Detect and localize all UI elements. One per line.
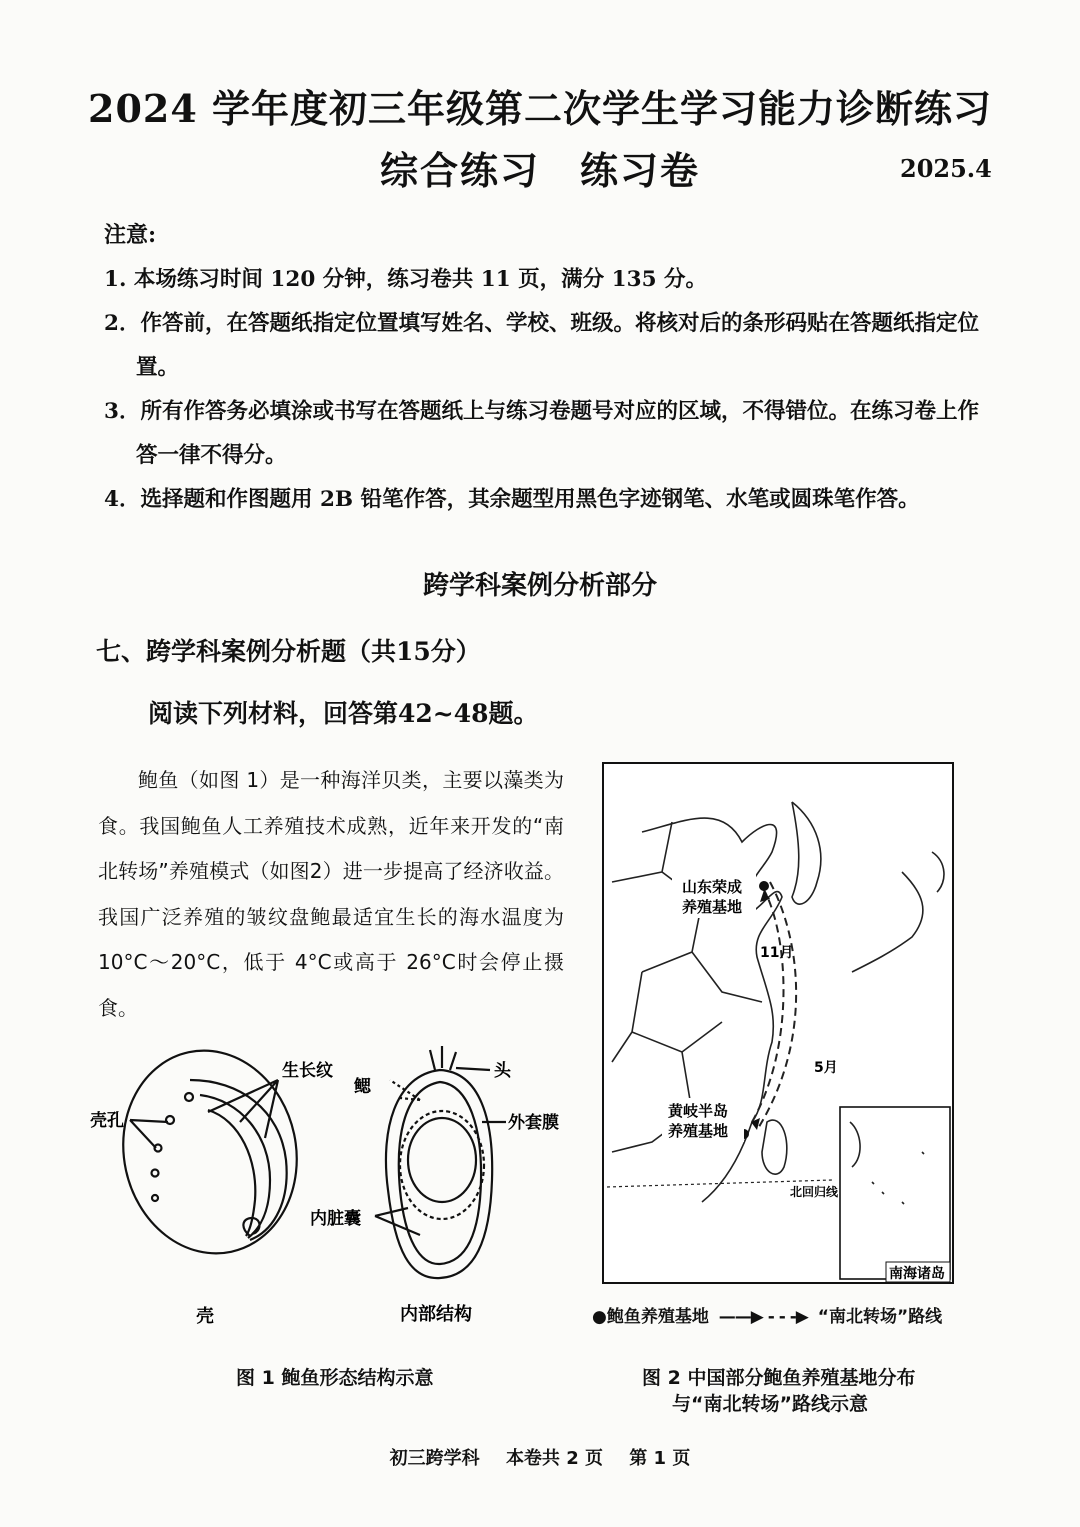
section-title: 跨学科案例分析部分 (422, 571, 657, 601)
exam-subtitle: 综合练习 练习卷 (379, 148, 700, 193)
visceral-mass (408, 1118, 476, 1202)
legend-base: ●鲍鱼养殖基地 (592, 1307, 709, 1327)
china-map-figure (602, 762, 954, 1284)
label-may: 5月 (814, 1060, 838, 1076)
legend-route-arrow-icon: ——▶ - - -▶ (718, 1307, 808, 1327)
figure1-caption: 图 1 鲍鱼形态结构示意 (236, 1367, 434, 1389)
material-paragraph: 鲍鱼（如图 1）是一种海洋贝类，主要以藻类为食。我国鲍鱼人工养殖技术成熟，近年来开发的“南北转场”养殖模式（如图2）进一步提高了经济收益。我国广泛养殖的皱纹盘鲍最适宜生长的海水温度为 10°C～20°C，低于 4°C或高于 26°C时会停止摄食。 (98, 768, 564, 1020)
shell-hole (185, 1093, 193, 1101)
footer-page: 第 1 页 (629, 1448, 691, 1469)
shell-hole (152, 1195, 158, 1201)
label-nov: 11月 (760, 945, 794, 961)
label-tropic: 北回归线 (790, 1185, 839, 1199)
base-dot-north (759, 881, 769, 891)
label-inset: 南海诸岛 (889, 1266, 945, 1282)
label-shell-holes: 壳孔 (90, 1111, 124, 1131)
head-tentacles (430, 1046, 456, 1070)
notice-item-4: 4．选择题和作图题用 2B 铅笔作答，其余题型用黑色字迹钢笔、水笔或圆珠笔作答。 (104, 487, 920, 512)
label-shell: 壳 (196, 1306, 214, 1327)
figure2-caption-1: 图 2 中国部分鲍鱼养殖基地分布 (642, 1367, 916, 1389)
notice-item-2: 2．作答前，在答题纸指定位置填写姓名、学校、班级。将核对后的条形码贴在答题纸指定位 (104, 311, 979, 336)
notice-list (104, 258, 994, 522)
notice-item-3: 3．所有作答务必填涂或书写在答题纸上与练习卷题号对应的区域，不得错位。在练习卷上作 (104, 399, 979, 424)
notice-item-1: 1. 本场练习时间 120 分钟，练习卷共 11 页，满分 135 分。 (104, 267, 708, 292)
growth-line-2 (200, 1095, 270, 1238)
shell-hole (152, 1170, 159, 1177)
legend-route: “南北转场”路线 (817, 1307, 943, 1327)
mantle-outline (399, 1082, 481, 1264)
south-sea-inset (840, 1107, 950, 1279)
figure2-caption-2: 与“南北转场”路线示意 (672, 1393, 868, 1415)
abalone-figure (90, 1040, 590, 1340)
growth-line-3 (208, 1110, 255, 1236)
notice-item-2-cont: 置。 (136, 355, 180, 380)
label-north-base-2: 养殖基地 (682, 898, 743, 916)
notice-item-3-cont: 答一律不得分。 (136, 443, 287, 468)
label-visceral-mass: 内脏囊 (310, 1209, 361, 1229)
footer-pages: 本卷共 2 页 (505, 1448, 603, 1469)
label-mantle: 外套膜 (508, 1113, 559, 1133)
label-head: 头 (494, 1061, 511, 1081)
map-legend (592, 1302, 992, 1327)
notice-heading: 注意: (104, 222, 157, 248)
exam-date: 2025.4 (900, 154, 992, 183)
exam-title: 2024 学年度初三年级第二次学生学习能力诊断练习 (88, 86, 992, 131)
footer-subject: 初三跨学科 (389, 1448, 480, 1469)
question-heading: 七、跨学科案例分析题（共15分） (96, 637, 481, 666)
label-growth-lines: 生长纹 (282, 1061, 333, 1081)
body-outline (386, 1070, 492, 1278)
label-internal: 内部结构 (400, 1304, 472, 1325)
question-instruction: 阅读下列材料，回答第42~48题。 (148, 699, 539, 728)
label-gill: 鳃 (354, 1077, 371, 1097)
label-south-base-2: 养殖基地 (668, 1122, 729, 1140)
page-footer (0, 1444, 1080, 1470)
label-north-base-1: 山东荣成 (682, 878, 743, 896)
label-south-base-1: 黄岐半岛 (668, 1102, 729, 1120)
